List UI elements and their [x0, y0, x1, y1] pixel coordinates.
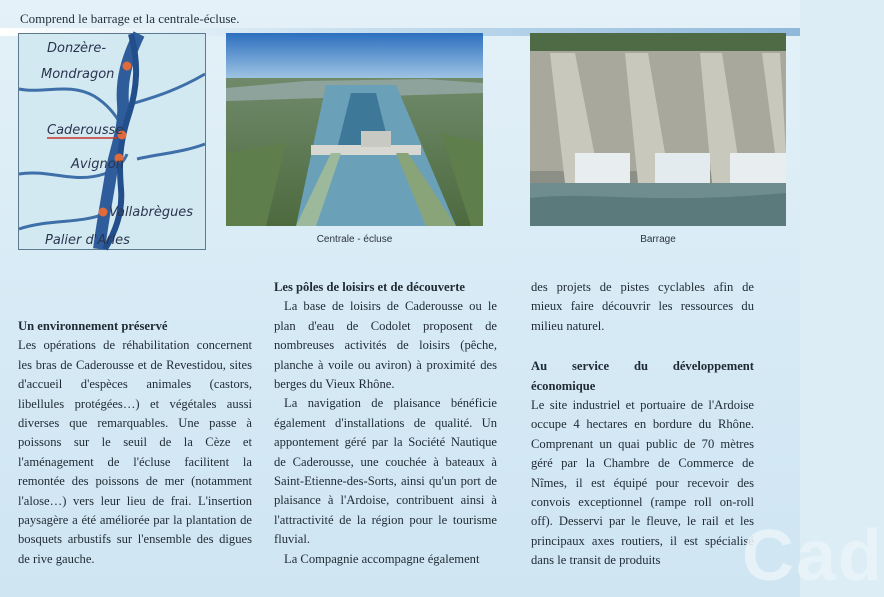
text-loisirs-3: La Compagnie accompagne également [284, 551, 480, 566]
rhone-map [19, 34, 205, 249]
map-figure [18, 33, 206, 250]
text-pistes-cyclables: des projets de pistes cyclables afin de mieux faire découvrir les ressources du milieu naturel. [531, 280, 754, 333]
column-economique [531, 278, 754, 571]
map-label-avignon: Avignon [71, 157, 124, 172]
map-label-palier: Palier d'Arles [45, 233, 130, 248]
centrale-ecluse-caption: Centrale - écluse [316, 234, 393, 245]
heading-loisirs: Les pôles de loisirs et de découverte [274, 280, 465, 294]
column-loisirs [274, 278, 497, 569]
heading-environnement: Un environnement préservé [18, 319, 168, 333]
map-label-vallabregues: Vallabrègues [109, 205, 194, 220]
page-header: Comprend le barrage et la centrale-écluse. [20, 11, 240, 26]
text-loisirs-2: La navigation de plaisance bénéficie également d'installations de qualité. Un appontement géré par la Société Nautique de Caderousse, une couchée à bateaux à Saint-Etienne-des-Sorts, ainsi qu'un port de plaisance à l'Ardoise, contribuent ainsi à l'attractivité de la région pour le tourisme fluvial. [274, 396, 497, 547]
barrage-photo [530, 33, 786, 226]
map-label-donzere: Donzère- [47, 41, 107, 56]
text-loisirs-1: La base de loisirs de Caderousse ou le plan d'eau de Codolet proposent de nombreuses activités de loisirs (pêche, planche à voile ou aviron) à proximité des berges du Vieux Rhône. [274, 299, 497, 392]
aerial-photo [226, 33, 483, 226]
column-environnement [18, 317, 252, 569]
centrale-ecluse-photo [226, 33, 483, 226]
heading-economique: Au service du développement économique [531, 359, 754, 393]
map-label-caderousse: Caderousse [47, 123, 124, 138]
map-marker-vallabregues [99, 208, 108, 217]
dam-photo [530, 33, 786, 226]
text-environnement: Les opérations de réhabilitation concernent les bras de Caderousse et de Revestidou, sites d'accueil d'espèces animales (castors, libellules protégées…) et végétales aussi diverses que remarquables. Une passe à poissons sur le seuil de la Cèze et l'aménagement de l'écluse facilitent la remontée des poissons de mer (notamment l'alose…) vers leur lieu de frai. L'insertion paysagère a été améliorée par la plantation de bosquets arbustifs sur l'ensemble des digues de rive gauche. [18, 338, 252, 566]
text-economique: Le site industriel et portuaire de l'Ardoise occupe 4 hectares en bordure du Rhône. Comprenant un quai public de 70 mètres géré par la Chambre de Commerce de Nîmes, il est équipé pour recevoir des convois exceptionnel (rampe roll on-roll off). Desservi par le fleuve, le rail et les principaux axes routiers, il est spécialisé dans le transit de produits [531, 398, 754, 568]
map-label-mondragon: Mondragon [41, 67, 115, 82]
map-marker-mondragon [123, 62, 132, 71]
barrage-caption: Barrage [640, 234, 676, 245]
watermark: Cad [742, 516, 884, 596]
